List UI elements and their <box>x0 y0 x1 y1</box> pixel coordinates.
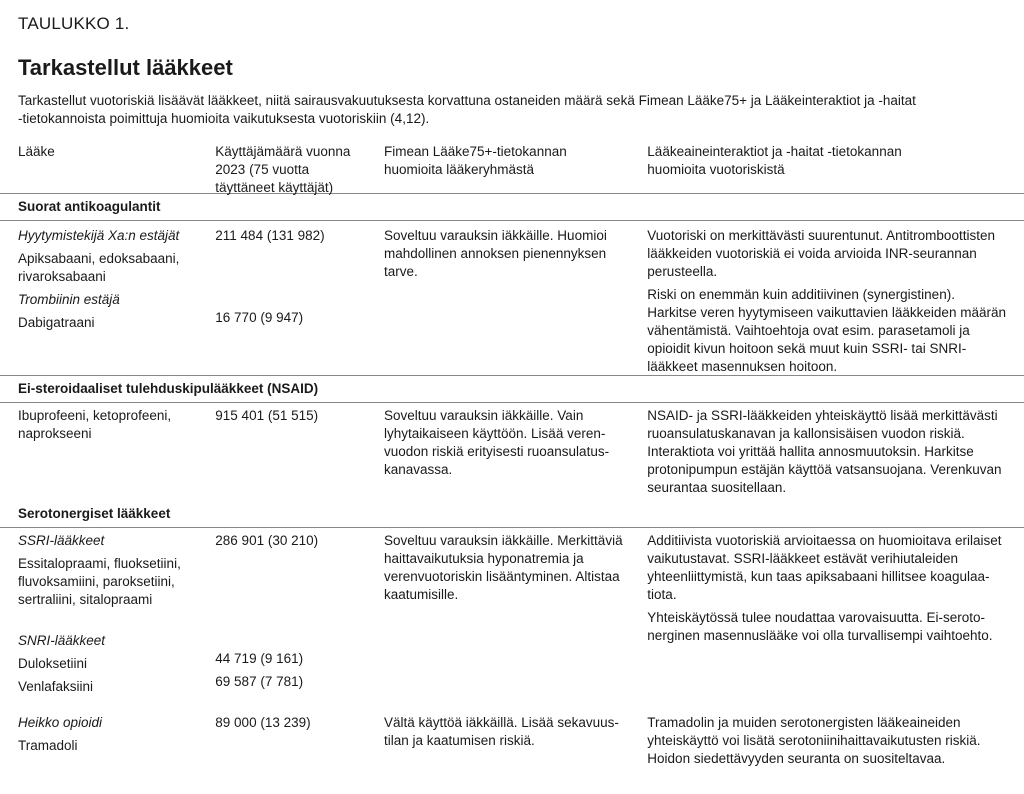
table-label: TAULUKKO 1. <box>18 14 130 33</box>
text-line: kaatumisille. <box>383 587 459 602</box>
drug-cell <box>0 532 215 702</box>
text-line: verenvuotoriskin lisääntyminen. Altistaa <box>383 569 620 584</box>
section-title-anticoagulants: Suorat antikoagulantit <box>0 194 1024 221</box>
text-line: Harkitse veren hyytymiseen vaikuttavien lääkkeiden määrän <box>647 305 1006 320</box>
drug-name: Tramadoli <box>18 738 78 753</box>
users-cell <box>215 532 384 702</box>
text-line: tiota. <box>647 587 677 602</box>
drug-name: Essitalopraami, fluoksetiini, <box>18 556 181 571</box>
drug-cell <box>0 407 215 501</box>
header-text: huomioita vuotoriskistä <box>647 162 785 177</box>
section-title-nsaid: Ei-steroidaaliset tulehduskipulääkkeet (NSAID) <box>0 376 1024 403</box>
text-line: Yhteiskäytössä tulee noudattaa varovaisuutta. Ei-seroto- <box>647 610 985 625</box>
text-line: yhteiskäyttö voi lisätä serotoniinihaittavaikutusten riskiä. <box>647 733 981 748</box>
intro-line: -tietokannoista poimittuja huomioita vaikutuksesta vuotoriskiin (4,12). <box>18 111 430 126</box>
text-line: Soveltuu varauksin iäkkäille. Vain <box>383 408 584 423</box>
text-line: tilan ja kaatumisen riskiä. <box>383 733 535 748</box>
text-line: tarve. <box>383 264 418 279</box>
drug-name: rivaroksabaani <box>18 269 106 284</box>
intro-line: Tarkastellut vuotoriskiä lisäävät lääkkeet, niitä sairausvakuutuksesta korvattuna ostaneiden määrä sekä Fimean Lääke75+ ja Lääkeinteraktiot ja -haitat <box>18 93 916 108</box>
header-text: Käyttäjämäärä vuonna <box>215 144 351 159</box>
section-anticoagulants <box>0 221 1024 376</box>
header-text: huomioita lääkeryhmästä <box>383 162 535 177</box>
text-line: Soveltuu varauksin iäkkäille. Huomioi <box>383 228 607 243</box>
header-row <box>0 140 1024 194</box>
drug-cell <box>0 227 215 375</box>
user-count: 16 770 (9 947) <box>215 310 304 325</box>
header-text: Lääkeaineinteraktiot ja -haitat -tietokannan <box>647 144 902 159</box>
text-line: vaikutustavat. SSRI-lääkkeet estävät verihiutaleiden <box>647 551 958 566</box>
users-cell <box>215 407 384 501</box>
fimea-cell <box>384 714 647 794</box>
text-line: Tramadolin ja muiden serotonergisten lääkeaineiden <box>647 715 961 730</box>
drug-name: sertraliini, sitalopraami <box>18 592 153 607</box>
user-count: 286 901 (30 210) <box>215 533 319 548</box>
table-title: Tarkastellut lääkkeet <box>18 55 233 80</box>
fimea-cell <box>384 227 647 375</box>
drug-name: Venlafaksiini <box>18 679 94 694</box>
section-title-serotonergic: Serotonergiset lääkkeet <box>0 501 1024 528</box>
drug-group: Trombiinin estäjä <box>18 292 120 307</box>
drug-group: Hyytymistekijä Xa:n estäjät <box>18 228 180 243</box>
text-line: nerginen masennuslääke voi olla turvallisempi vaihtoehto. <box>647 628 993 643</box>
text-line: yhteenliittymistä, kun taas apiksabaani hillitsee koagulaa- <box>647 569 990 584</box>
text-line: Riski on enemmän kuin additiivinen (synergistinen). <box>647 287 955 302</box>
drug-name: Dabigatraani <box>18 315 95 330</box>
user-count: 211 484 (131 982) <box>215 228 325 243</box>
interactions-cell <box>647 407 1024 501</box>
text-line: Hoidon siedettävyyden seuranta on suositeltavaa. <box>647 751 946 766</box>
header-users <box>215 143 384 193</box>
text-line: protonipumpun estäjän käyttöä vatsansuojana. Verenkuvan <box>647 462 1002 477</box>
user-count: 915 401 (51 515) <box>215 408 319 423</box>
text-line: perusteella. <box>647 264 718 279</box>
text-line: vähentämistä. Vaihtoehtoja ovat esim. parasetamoli ja <box>647 323 970 338</box>
drug-name: Duloksetiini <box>18 656 88 671</box>
drug-name: fluvoksamiini, paroksetiini, <box>18 574 175 589</box>
text-line: haittavaikutuksia hyponatremia ja <box>383 551 584 566</box>
text-line: seurantaa suositellaan. <box>647 480 787 495</box>
section-opioid <box>0 702 1024 794</box>
header-text: Lääke <box>18 144 55 159</box>
interactions-cell <box>647 532 1024 702</box>
user-count: 44 719 (9 161) <box>215 651 304 666</box>
header-text: 2023 (75 vuotta <box>215 162 310 177</box>
text-line: mahdollinen annoksen pienennyksen <box>383 246 607 261</box>
drug-group: Heikko opioidi <box>18 715 103 730</box>
drug-name: Apiksabaani, edoksabaani, <box>18 251 180 266</box>
text-line: Interaktiota voi yrittää hallita annosmuutoksin. Harkitse <box>647 444 974 459</box>
fimea-cell <box>384 407 647 501</box>
header-text: Fimean Lääke75+-tietokannan <box>383 144 567 159</box>
header-text: täyttäneet käyttäjät) <box>215 180 334 195</box>
interactions-cell <box>647 714 1024 794</box>
section-serotonergic <box>0 528 1024 702</box>
user-count: 69 587 (7 781) <box>215 674 304 689</box>
drug-name: Ibuprofeeni, ketoprofeeni, <box>18 408 172 423</box>
interactions-cell <box>647 227 1024 375</box>
text-line: Soveltuu varauksin iäkkäille. Merkittäviä <box>383 533 623 548</box>
text-line: ruoansulatuskanavan ja kallonsisäisen vuodon riskiä. <box>647 426 965 441</box>
header-drug <box>0 143 215 193</box>
text-line: vuodon riskiä erityisesti ruoansulatus- <box>383 444 610 459</box>
section-nsaid <box>0 403 1024 501</box>
text-line: Vuotoriski on merkittävästi suurentunut. Antitromboottisten <box>647 228 995 243</box>
text-line: lyhytaikaiseen käyttöön. Lisää veren- <box>383 426 606 441</box>
users-cell <box>215 227 384 375</box>
drug-name: naprokseeni <box>18 426 92 441</box>
users-cell <box>215 714 384 794</box>
intro-text <box>18 92 1003 128</box>
drug-group: SSRI-lääkkeet <box>18 533 105 548</box>
text-line: NSAID- ja SSRI-lääkkeiden yhteiskäyttö lisää merkittävästi <box>647 408 998 423</box>
text-line: kanavassa. <box>383 462 453 477</box>
header-interactions <box>647 143 1024 193</box>
header-fimea <box>384 143 647 193</box>
text-line: lääkkeiden vuotoriskiä ei voida arvioida INR-seurannan <box>647 246 977 261</box>
text-line: Additiivista vuotoriskiä arvioitaessa on huomioitava erilaiset <box>647 533 1002 548</box>
fimea-cell <box>384 532 647 702</box>
text-line: lääkkeet masennuksen hoitoon. <box>647 359 838 374</box>
text-line: Vältä käyttöä iäkkäillä. Lisää sekavuus- <box>383 715 619 730</box>
drug-cell <box>0 714 215 794</box>
text-line: opioidit kivun hoitoon sekä muut kuin SSRI- tai SNRI- <box>647 341 967 356</box>
user-count: 89 000 (13 239) <box>215 715 311 730</box>
drug-group: SNRI-lääkkeet <box>18 633 106 648</box>
drug-table <box>0 140 1024 794</box>
